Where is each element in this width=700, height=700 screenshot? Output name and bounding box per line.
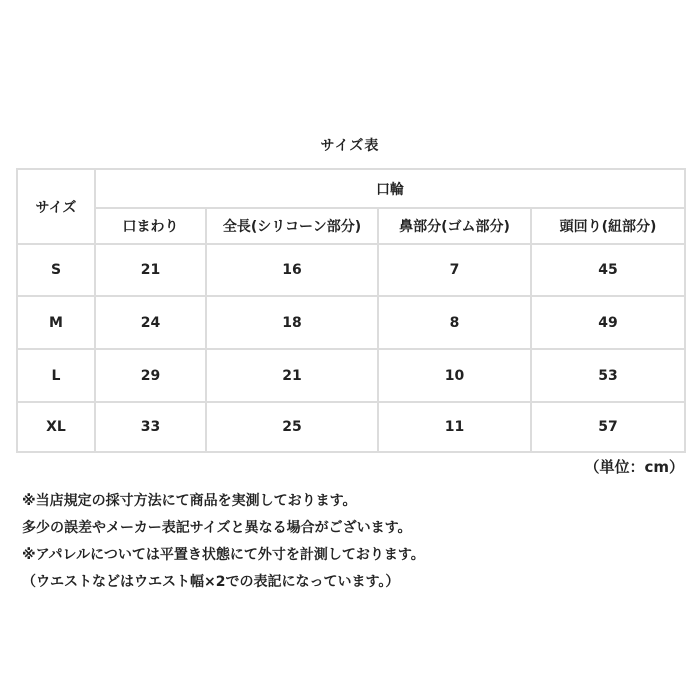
note-line: ※アパレルについては平置き状態にて外寸を計測しております。 (22, 547, 425, 563)
note-line: （ウエストなどはウエスト幅×2での表記になっています。） (22, 574, 400, 590)
value-cell: 10 (378, 349, 531, 402)
value-cell: 29 (95, 349, 206, 402)
value-cell: 57 (531, 402, 685, 452)
note-line: ※当店規定の採寸方法にて商品を実測しております。 (22, 493, 357, 509)
value-cell: 24 (95, 296, 206, 349)
size-cell: XL (17, 402, 95, 452)
table-row (17, 349, 685, 402)
group-header: 口輪 (95, 169, 685, 208)
value-cell: 33 (95, 402, 206, 452)
column-header: 口まわり (95, 208, 206, 244)
value-cell: 8 (378, 296, 531, 349)
column-header: 全長(シリコーン部分) (206, 208, 378, 244)
value-cell: 45 (531, 244, 685, 296)
table-row (17, 402, 685, 452)
value-cell: 53 (531, 349, 685, 402)
value-cell: 18 (206, 296, 378, 349)
value-cell: 16 (206, 244, 378, 296)
table-row (17, 244, 685, 296)
size-table (16, 168, 686, 453)
column-header: 鼻部分(ゴム部分) (378, 208, 531, 244)
size-cell: L (17, 349, 95, 402)
size-header: サイズ (17, 169, 95, 244)
value-cell: 21 (206, 349, 378, 402)
value-cell: 25 (206, 402, 378, 452)
value-cell: 11 (378, 402, 531, 452)
note-line: 多少の誤差やメーカー表記サイズと異なる場合がございます。 (22, 520, 412, 536)
value-cell: 21 (95, 244, 206, 296)
table-row (17, 296, 685, 349)
column-header: 頭回り(紐部分) (531, 208, 685, 244)
unit-label: （単位：cm） (584, 458, 684, 476)
notes (22, 488, 425, 596)
value-cell: 7 (378, 244, 531, 296)
value-cell: 49 (531, 296, 685, 349)
table-title: サイズ表 (320, 138, 380, 154)
size-cell: M (17, 296, 95, 349)
size-cell: S (17, 244, 95, 296)
